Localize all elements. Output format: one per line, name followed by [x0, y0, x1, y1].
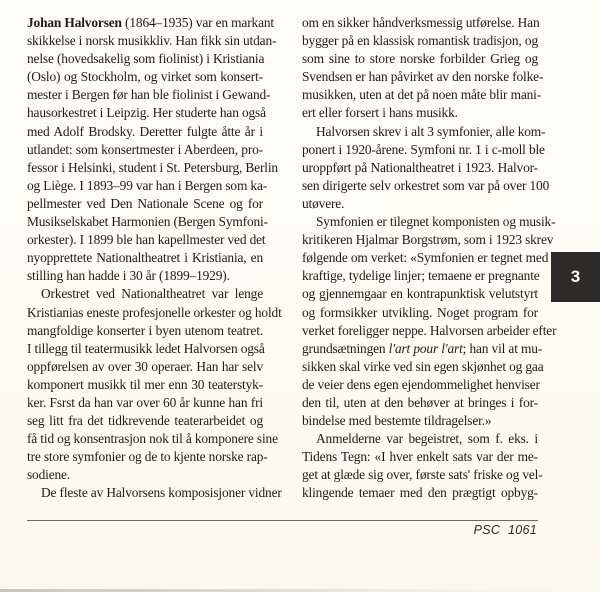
text-line [302, 340, 543, 358]
text-segment: sen dirigerte selv orkestret som var på over 100 [302, 177, 550, 193]
text-line [302, 394, 538, 412]
text-line [27, 195, 263, 213]
text-segment: skikkelse i norsk musikkliv. Han fikk sin utdan- [27, 33, 277, 49]
composer-name: Johan Halvorsen [27, 15, 122, 30]
text-line [27, 484, 282, 502]
text-segment: den til, uten at den behøver at bringes i for- [302, 394, 538, 410]
text-line [27, 86, 271, 104]
text-segment: om en sikker håndverksmessig utførelse. Han [302, 15, 540, 30]
text-segment: Svendsen er han påvirket av den norske folke- [302, 69, 544, 85]
text-line [302, 195, 538, 213]
text-line [302, 358, 544, 376]
text-segment: ponert i 1920-årene. Symfoni nr. 1 i c-moll ble [302, 141, 545, 157]
text-line [27, 213, 268, 231]
text-line [302, 304, 538, 322]
text-segment: følgende om verket: «Symfonien er tegnet med [302, 250, 549, 266]
text-line [27, 14, 274, 32]
text-line [27, 430, 278, 448]
text-segment: I tillegg til teatermusikk ledet Halvorsen også [27, 340, 265, 356]
text-segment: mangfoldige konserter i byen utenom teatret. [27, 322, 263, 338]
text-line [302, 412, 538, 430]
left-text-column [27, 14, 282, 503]
text-line [27, 32, 277, 50]
text-segment: De fleste av Halvorsens komposisjoner vidner [41, 485, 282, 501]
text-segment: pellmester ved Den Nationale Scene og for [27, 195, 263, 211]
text-line [302, 484, 538, 502]
text-line [27, 231, 266, 249]
text-line [302, 376, 538, 394]
text-segment: og Liège. I 1893–99 var han i Bergen som ka- [27, 177, 268, 193]
text-segment: Tidens Tegn: «I hver enkelt sats var der me- [302, 449, 538, 465]
text-line [302, 123, 546, 141]
text-segment: fessor i Helsinki, student i St. Petersburg, Berlin [27, 159, 278, 175]
text-segment: Orkestret ved Nationaltheatret var lenge [41, 286, 263, 302]
text-line [302, 231, 554, 249]
text-segment: få tid og konsentrasjon nok til å komponere sine [27, 431, 278, 447]
text-segment: Anmelderne var begeistret, som f. eks. i [316, 431, 538, 447]
text-line [27, 304, 282, 322]
text-segment: og gjennemgaar en kontrapunktisk velutstyrt [302, 286, 538, 302]
text-segment: tre store symfonier og de to kjente norske rap- [27, 449, 268, 465]
text-line [27, 123, 263, 141]
text-line [302, 68, 544, 86]
text-line [302, 267, 538, 285]
text-segment: Kristianias eneste profesjonelle orkester og holdt [27, 304, 282, 320]
text-line [27, 448, 268, 466]
text-line [27, 285, 263, 303]
catalog-number: PSC 1061 [473, 523, 537, 537]
text-line [302, 249, 549, 267]
text-line [27, 376, 263, 394]
text-segment: klingende temaer med den prægtigt opbyg- [302, 485, 538, 501]
text-segment: sikken skal virke ved sin egen skjønhet og gaa [302, 358, 544, 374]
text-segment: grundsætningen [302, 340, 389, 356]
text-line [27, 466, 263, 484]
text-line [302, 177, 550, 195]
text-line [27, 68, 263, 86]
text-segment: (1864–1935) var en markant [121, 15, 274, 30]
text-line [27, 249, 263, 267]
text-line [302, 141, 545, 159]
text-segment: med Adolf Brodsky. Deretter fulgte åtte år i [27, 123, 263, 139]
text-segment: Halvorsen skrev i alt 3 symfonier, alle kom- [316, 123, 546, 139]
text-line [27, 50, 263, 68]
text-segment: oppførelsen av over 30 operaer. Han har selv [27, 358, 263, 374]
text-line [302, 50, 538, 68]
text-line [27, 358, 263, 376]
text-segment: mester i Bergen før han ble fiolinist i Gewand- [27, 87, 271, 103]
text-line [27, 322, 263, 340]
chapter-number: 3 [570, 267, 581, 286]
text-line [302, 448, 538, 466]
text-segment: de veier dens egen ejendommelighet henviser [302, 376, 540, 392]
text-segment: nyopprettete Nationaltheatret i Kristiania, en [27, 250, 263, 266]
text-segment: bygger på en klassisk romantisk tradisjon, og [302, 33, 538, 49]
text-segment: hausorkestret i Leipzig. Her studerte han også [27, 105, 266, 121]
text-segment: Musikselskabet Harmonien (Bergen Symfoni- [27, 214, 268, 230]
text-segment: og formsikker utvikling. Noget program for [302, 304, 538, 320]
text-line [302, 466, 543, 484]
text-line [27, 394, 263, 412]
text-segment: get at glæde sig over, første sats' friske og vel- [302, 467, 543, 483]
text-segment: ert eller forsert i hans musikk. [302, 105, 458, 121]
text-line [27, 177, 268, 195]
text-line [302, 14, 538, 32]
text-line [302, 86, 542, 104]
text-line [27, 267, 263, 285]
text-line [27, 104, 266, 122]
text-segment: kraftige, tydelige linjer; temaene er pregnante [302, 268, 540, 284]
text-segment: ; han vil at mu- [462, 340, 543, 356]
text-segment: komponert musikk til mer enn 30 teaterstyk- [27, 376, 263, 392]
text-line [27, 412, 263, 430]
text-segment: nelse (hovedsakelig som fiolinist) i Kristiania [27, 51, 265, 67]
text-line [27, 159, 278, 177]
text-segment: bindelse med bestemte tildragelser.» [302, 413, 492, 429]
text-segment: uroppført på Nationaltheatret i 1923. Halvor- [302, 159, 538, 175]
text-segment: utøvere. [302, 195, 345, 211]
text-segment: kritikeren Hjalmar Borgstrøm, som i 1923 skrev [302, 232, 554, 248]
text-segment: seg litt fra det tidkrevende teaterarbeidet og [27, 413, 263, 429]
text-segment: Symfonien er tilegnet komponisten og musik- [316, 214, 556, 230]
text-line [302, 430, 538, 448]
text-segment: sodiene. [27, 467, 71, 483]
text-segment: stilling han hadde i 30 år (1899–1929). [27, 268, 230, 284]
text-line [302, 322, 557, 340]
text-line [302, 285, 538, 303]
text-line [27, 141, 263, 159]
italic-phrase: l'art pour l'art [388, 340, 463, 356]
text-line [27, 340, 263, 358]
text-line [302, 32, 538, 50]
chapter-tab [551, 252, 600, 302]
text-segment: orkester). I 1899 ble han kapellmester ved det [27, 232, 266, 248]
text-segment: utlandet: som konsertmester i Aberdeen, pro- [27, 141, 263, 157]
text-line [302, 159, 538, 177]
text-segment: ker. Fsrst da han var over 60 år kunne han fri [27, 394, 263, 410]
text-segment: som sine to store norske forbilder Grieg og [302, 51, 538, 67]
footer-rule [27, 520, 538, 521]
text-line [302, 104, 538, 122]
text-line [302, 213, 556, 231]
right-text-column [302, 14, 557, 503]
text-segment: verket foreligger neppe. Halvorsen arbeider efter [302, 322, 557, 338]
text-segment: musikken, uten at det på noen måte blir mani- [302, 87, 542, 103]
text-segment: (Oslo) og Stockholm, og virket som konsert- [27, 69, 263, 85]
